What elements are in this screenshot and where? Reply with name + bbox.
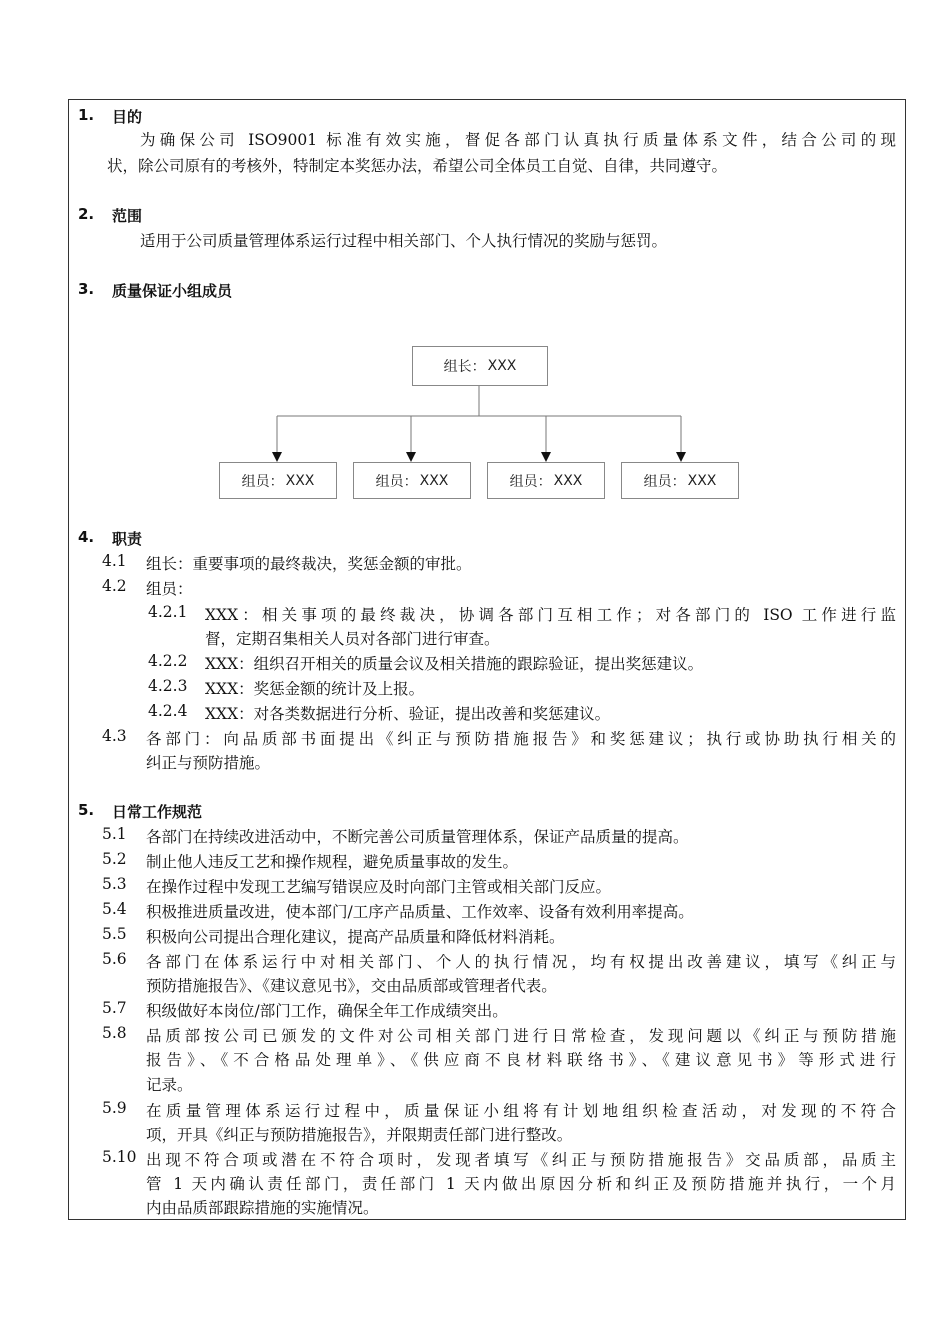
item-5-5-number: 5.5	[102, 925, 127, 943]
section-4-number: 4.	[78, 528, 95, 546]
section-5-number: 5.	[78, 801, 95, 819]
org-chart-connectors	[0, 0, 950, 520]
item-5-8-number: 5.8	[102, 1024, 127, 1042]
org-member-label: 组员：	[643, 473, 686, 490]
item-4-2-3-number: 4.2.3	[148, 677, 188, 695]
item-5-9-line-1: 在质量管理体系运行过程中，质量保证小组将有计划地组织检查活动，对发现的不符合	[146, 1102, 896, 1120]
item-4-2-1-line-1: XXX：相关事项的最终裁决，协调各部门互相工作；对各部门的 ISO 工作进行监	[205, 606, 896, 624]
item-4-1-number: 4.1	[102, 552, 127, 570]
org-member-name: XXX	[285, 472, 315, 489]
item-4-2-3-text: XXX：奖惩金额的统计及上报。	[205, 680, 425, 698]
org-member-box-3	[487, 462, 605, 499]
section-4-title: 职责	[112, 530, 143, 548]
section-1-number: 1.	[78, 106, 95, 124]
org-leader-box	[412, 346, 548, 386]
item-4-2-number: 4.2	[102, 577, 127, 595]
item-4-2-1-line-2: 督，定期召集相关人员对各部门进行审查。	[205, 630, 500, 648]
item-5-6-number: 5.6	[102, 950, 127, 968]
item-5-2-number: 5.2	[102, 850, 127, 868]
item-4-2-text: 组员：	[146, 580, 193, 598]
item-5-8-line-2: 报告》、《不合格品处理单》、《供应商不良材料联络书》、《建议意见书》等形式进行	[146, 1051, 896, 1069]
item-5-6-line-1: 各部门在体系运行中对相关部门、个人的执行情况，均有权提出改善建议，填写《纠正与	[146, 953, 896, 971]
org-member-name: XXX	[687, 472, 717, 489]
section-2-title: 范围	[112, 207, 143, 225]
item-5-8-line-1: 品质部按公司已颁发的文件对公司相关部门进行日常检查，发现问题以《纠正与预防措施	[146, 1027, 896, 1045]
org-member-label: 组员：	[241, 473, 284, 490]
item-5-10-line-2: 管 1 天内确认责任部门，责任部门 1 天内做出原因分析和纠正及预防措施并执行，一个月	[146, 1175, 896, 1193]
section-5-title: 日常工作规范	[112, 803, 203, 821]
item-4-2-4-text: XXX：对各类数据进行分析、验证，提出改善和奖惩建议。	[205, 705, 611, 723]
item-5-9-line-2: 项，开具《纠正与预防措施报告》，并限期责任部门进行整改。	[146, 1126, 573, 1144]
org-member-name: XXX	[419, 472, 449, 489]
item-4-3-number: 4.3	[102, 727, 127, 745]
section-2-number: 2.	[78, 205, 95, 223]
item-5-10-line-3: 内由品质部跟踪措施的实施情况。	[146, 1199, 379, 1217]
item-4-2-4-number: 4.2.4	[148, 702, 188, 720]
item-5-7-text: 积级做好本岗位/部门工作，确保全年工作成绩突出。	[146, 1002, 508, 1020]
section-1-line-2: 状，除公司原有的考核外，特制定本奖惩办法，希望公司全体员工自觉、自律，共同遵守。	[107, 157, 728, 175]
item-4-3-line-1: 各部门：向品质部书面提出《纠正与预防措施报告》和奖惩建议；执行或协助执行相关的	[146, 730, 896, 748]
section-1-title: 目的	[112, 108, 143, 126]
org-leader-name: XXX	[487, 358, 517, 374]
item-5-7-number: 5.7	[102, 999, 127, 1017]
item-4-2-2-number: 4.2.2	[148, 652, 188, 670]
item-5-10-line-1: 出现不符合项或潜在不符合项时，发现者填写《纠正与预防措施报告》交品质部，品质主	[146, 1151, 896, 1169]
item-5-1-number: 5.1	[102, 825, 127, 843]
org-member-label: 组员：	[375, 473, 418, 490]
item-5-9-number: 5.9	[102, 1099, 127, 1117]
item-5-10-number: 5.10	[102, 1148, 137, 1166]
item-5-5-text: 积极向公司提出合理化建议，提高产品质量和降低材料消耗。	[146, 928, 565, 946]
section-2-line-1: 适用于公司质量管理体系运行过程中相关部门、个人执行情况的奖励与惩罚。	[140, 232, 668, 250]
org-leader-label: 组长：	[443, 359, 486, 375]
item-4-2-2-text: XXX：组织召开相关的质量会议及相关措施的跟踪验证，提出奖惩建议。	[205, 655, 704, 673]
item-5-1-text: 各部门在持续改进活动中，不断完善公司质量管理体系，保证产品质量的提高。	[146, 828, 689, 846]
item-5-3-text: 在操作过程中发现工艺编写错误应及时向部门主管或相关部门反应。	[146, 878, 612, 896]
org-member-box-2	[353, 462, 471, 499]
org-member-label: 组员：	[509, 473, 552, 490]
item-4-1-text: 组长：重要事项的最终裁决，奖惩金额的审批。	[146, 555, 472, 573]
item-4-3-line-2: 纠正与预防措施。	[146, 754, 271, 772]
item-5-4-number: 5.4	[102, 900, 127, 918]
section-1-line-1: 为确保公司 ISO9001 标准有效实施，督促各部门认真执行质量体系文件，结合公司的现	[140, 131, 896, 149]
item-5-2-text: 制止他人违反工艺和操作规程，避免质量事故的发生。	[146, 853, 519, 871]
org-member-box-4	[621, 462, 739, 499]
org-member-box-1	[219, 462, 337, 499]
section-3-title: 质量保证小组成员	[112, 282, 233, 300]
org-member-name: XXX	[553, 472, 583, 489]
item-4-2-1-number: 4.2.1	[148, 603, 188, 621]
item-5-8-line-3: 记录。	[146, 1076, 193, 1094]
item-5-3-number: 5.3	[102, 875, 127, 893]
item-5-6-line-2: 预防措施报告》、《建议意见书》，交由品质部或管理者代表。	[146, 977, 557, 995]
section-3-number: 3.	[78, 280, 95, 298]
item-5-4-text: 积极推进质量改进，使本部门/工序产品质量、工作效率、设备有效利用率提高。	[146, 903, 694, 921]
